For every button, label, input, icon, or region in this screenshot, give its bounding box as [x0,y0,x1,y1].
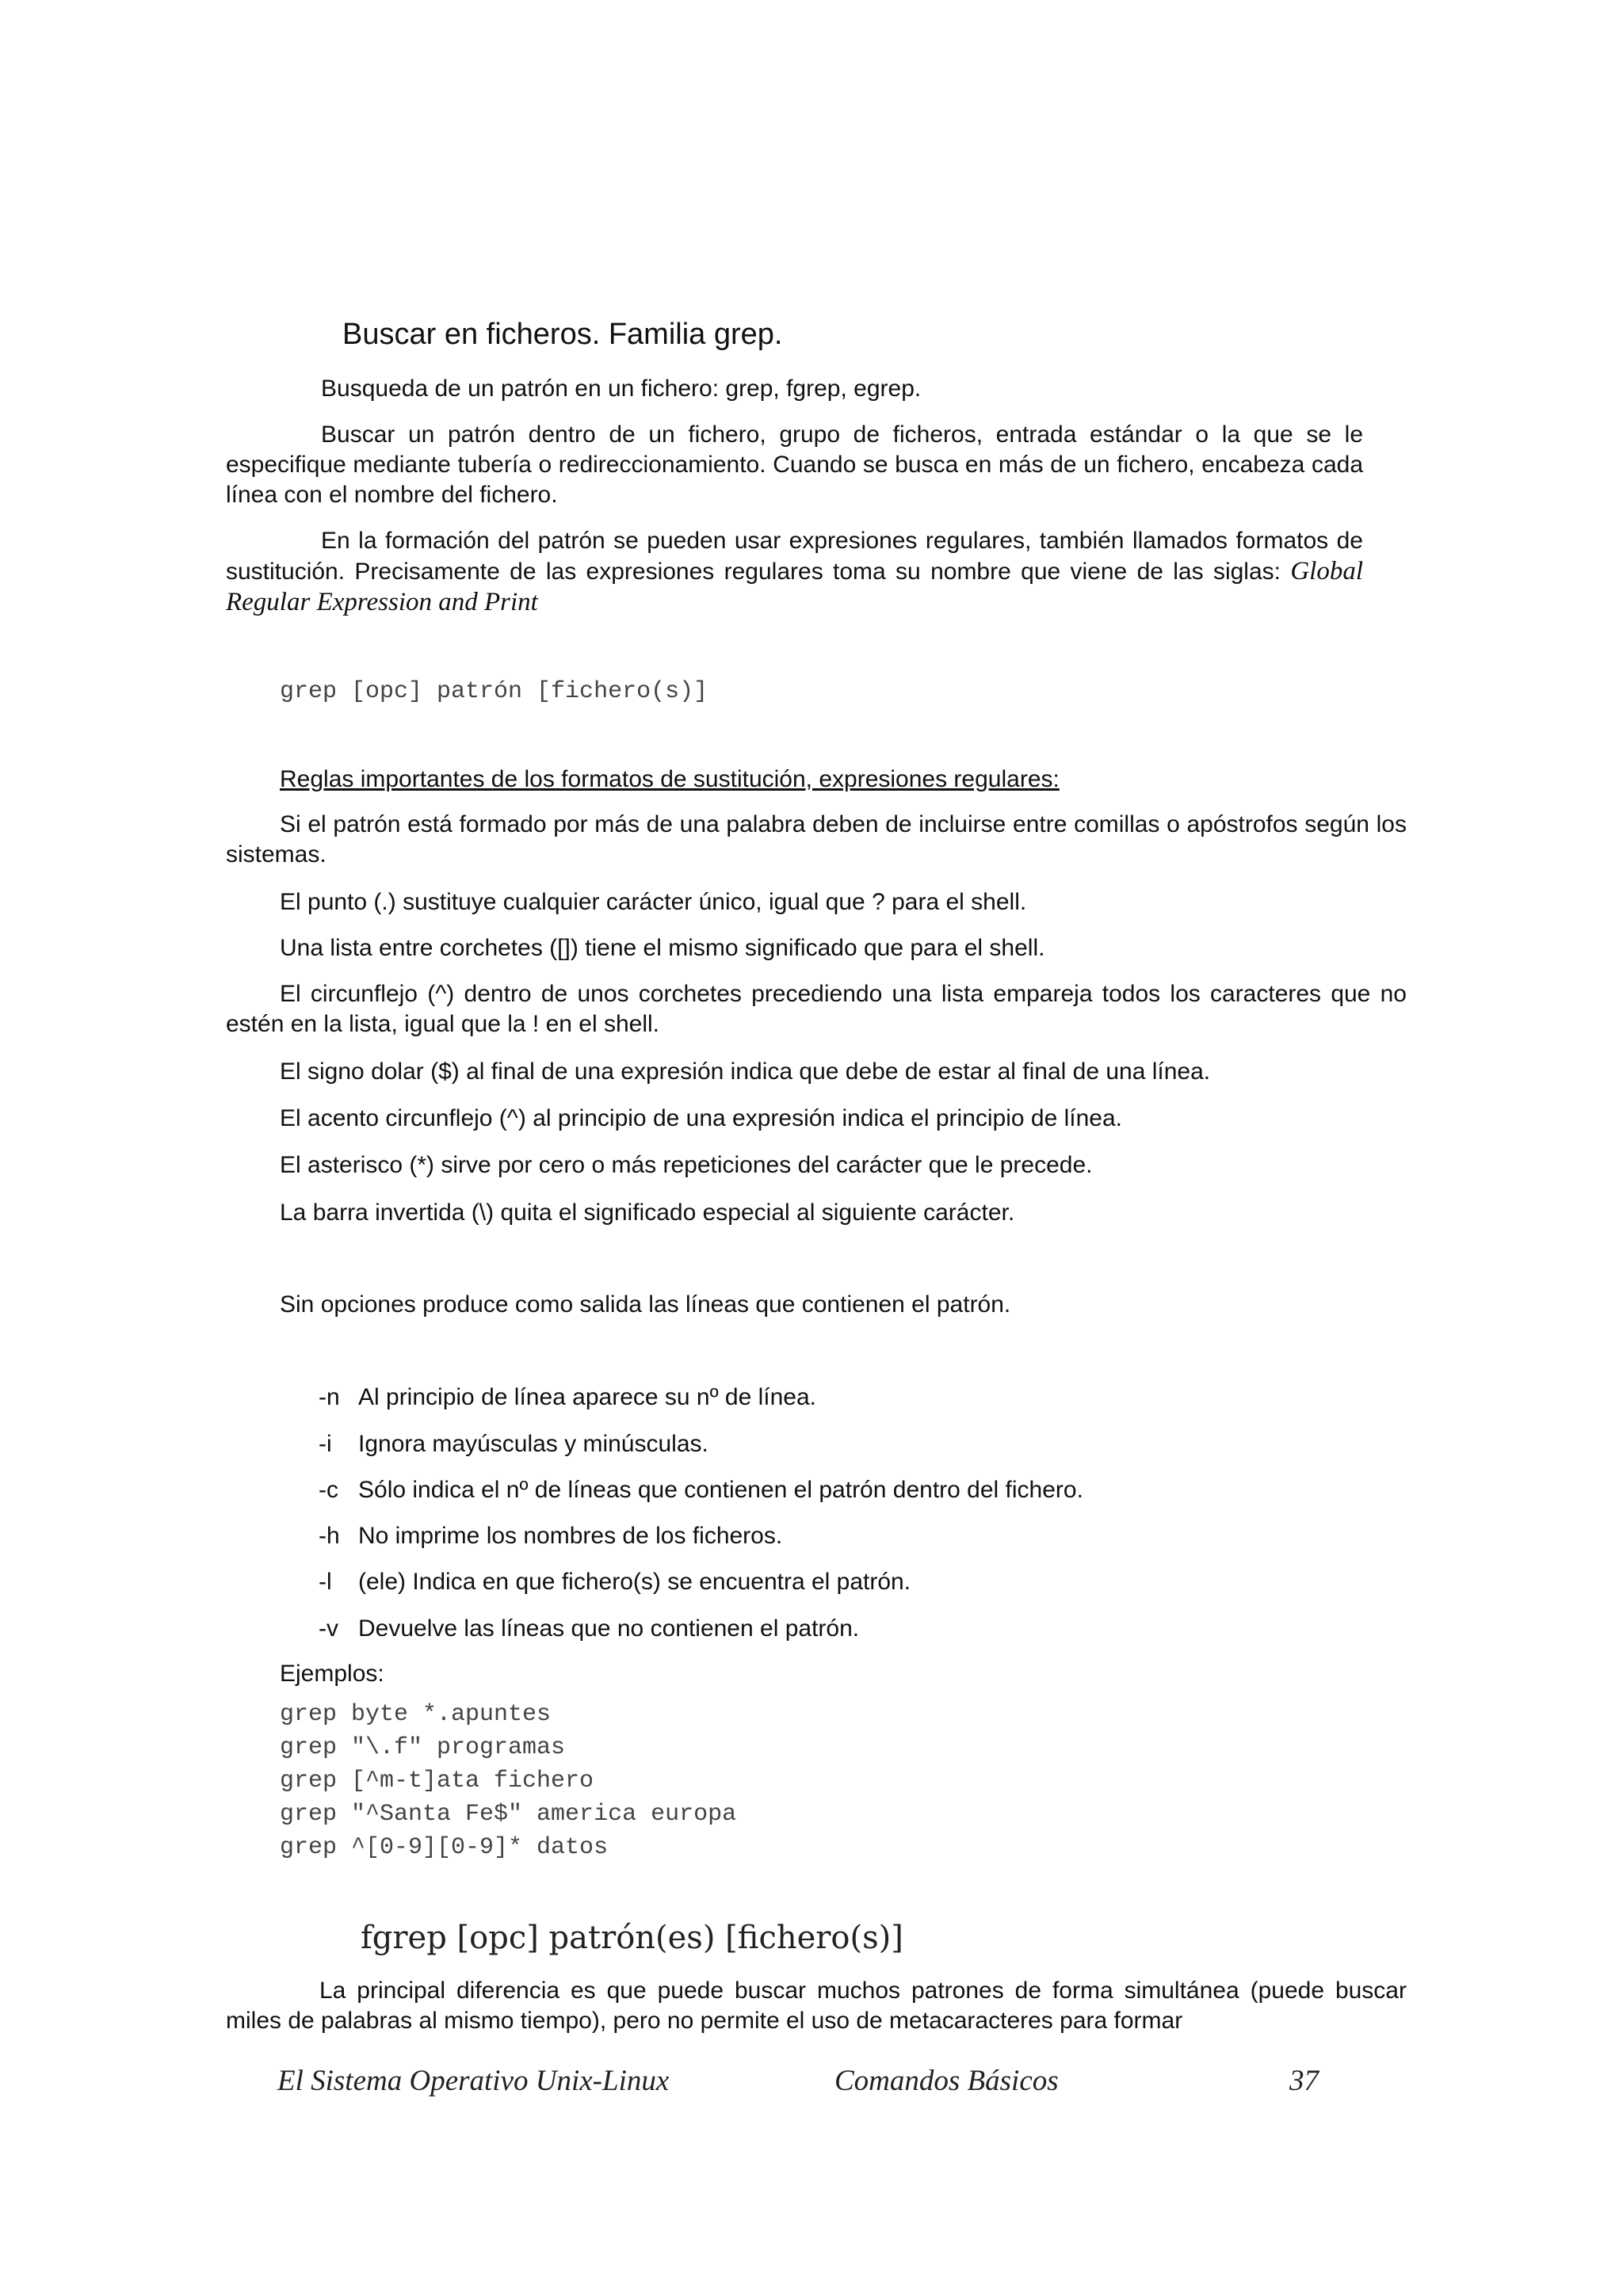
rules-heading: Reglas importantes de los formatos de sustitución, expresiones regulares: [280,766,1060,792]
option-row [319,1521,782,1551]
footer-chapter: Comandos Básicos [834,2065,1059,2097]
footer-book-title: El Sistema Operativo Unix-Linux [277,2065,670,2097]
option-desc: Sólo indica el nº de líneas que contienen el patrón dentro del fichero. [358,1477,1083,1503]
intro-paragraph: Buscar un patrón dentro de un fichero, grupo de ficheros, entrada estándar o la que se le especifique mediante tubería o redireccionamiento. Cuando se busca en más de un fichero, encabeza cada línea con el nombre del fichero. [226,421,1363,508]
no-options-text: Sin opciones produce como salida las líneas que contienen el patrón. [280,1291,1011,1318]
option-row [319,1567,911,1597]
subtitle: Busqueda de un patrón en un fichero: grep, fgrep, egrep. [321,376,922,402]
option-flag: -c [319,1477,338,1503]
option-desc: Ignora mayúsculas y minúsculas. [358,1431,708,1457]
examples-label: Ejemplos: [280,1661,384,1687]
rule-item: El asterisco (*) sirve por cero o más repeticiones del carácter que le precede. [280,1152,1093,1178]
option-flag: -h [319,1523,340,1549]
option-flag: -l [319,1569,332,1595]
rule-item: El punto (.) sustituye cualquier carácter único, igual que ? para el shell. [280,889,1027,915]
example-line: grep ^[0-9][0-9]* datos [280,1834,609,1861]
grep-syntax: grep [opc] patrón [fichero(s)] [280,678,708,705]
patterns-paragraph [226,526,1363,618]
option-desc: Devuelve las líneas que no contienen el patrón. [358,1615,860,1642]
fgrep-paragraph: La principal diferencia es que puede buscar muchos patrones de forma simultánea (puede buscar miles de palabras al mismo tiempo), pero no permite el uso de metacaracteres para formar [226,1978,1407,2034]
option-desc: No imprime los nombres de los ficheros. [358,1523,783,1549]
rule-item: La barra invertida (\) quita el significado especial al siguiente carácter. [280,1199,1015,1226]
patterns-paragraph-text: En la formación del patrón se pueden usar expresiones regulares, también llamados formatos de sustitución. Precisamente de las expresiones regulares toma su nombre que viene de las siglas: [226,528,1363,585]
option-desc: (ele) Indica en que fichero(s) se encuentra el patrón. [358,1569,911,1595]
option-row [319,1429,708,1459]
example-line: grep "^Santa Fe$" america europa [280,1801,737,1828]
rule-item: El circunflejo (^) dentro de unos corchetes precediendo una lista empareja todos los caracteres que no estén en la lista, igual que la ! en el shell. [226,981,1407,1037]
rule-item: Una lista entre corchetes ([]) tiene el mismo significado que para el shell. [280,935,1045,961]
option-row [319,1614,859,1644]
option-row [319,1383,816,1413]
fgrep-syntax: fgrep [opc] patrón(es) [fichero(s)] [361,1920,903,1956]
rule-item: El acento circunflejo (^) al principio de una expresión indica el principio de línea. [280,1105,1123,1131]
option-flag: -n [319,1384,340,1410]
option-desc: Al principio de línea aparece su nº de línea. [358,1384,816,1410]
example-line: grep "\.f" programas [280,1734,566,1761]
example-line: grep [^m-t]ata fichero [280,1768,594,1794]
rule-item: El signo dolar ($) al final de una expresión indica que debe de estar al final de una línea. [280,1058,1211,1085]
option-flag: -v [319,1615,338,1642]
rule-item: Si el patrón está formado por más de una palabra deben de incluirse entre comillas o apóstrofos según los sistemas. [226,811,1407,868]
option-flag: -i [319,1431,332,1457]
section-title: Buscar en ficheros. Familia grep. [342,318,783,351]
option-row [319,1475,1083,1505]
acronym-text: Global Regular Expression and Print [226,557,1363,616]
example-line: grep byte *.apuntes [280,1701,552,1728]
footer-page-number: 37 [1289,2065,1319,2097]
